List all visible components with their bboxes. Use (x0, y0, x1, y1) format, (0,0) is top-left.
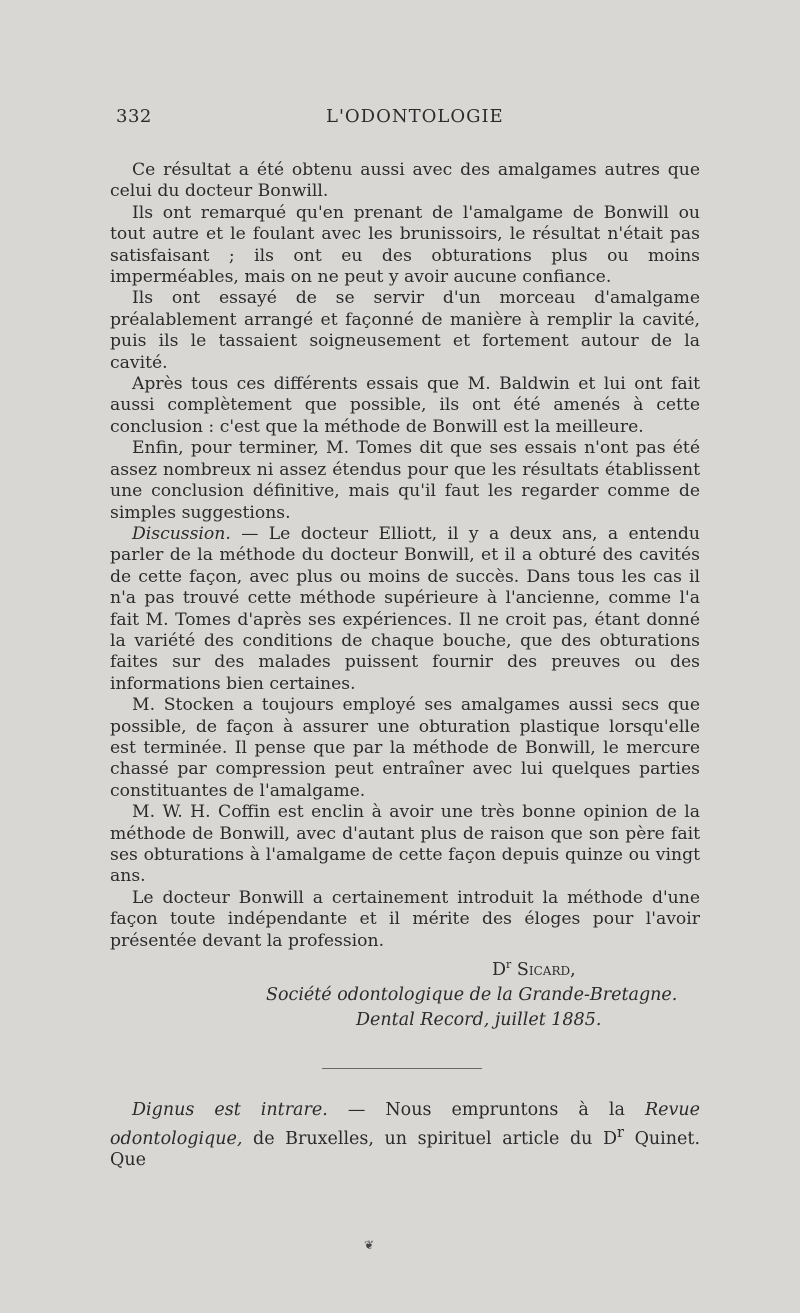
page-number: 332 (116, 106, 152, 127)
paragraph: Ce résultat a été obtenu aussi avec des amalgames autres que celui du docteur Bonwill. (110, 160, 700, 202)
discussion-label: Discussion. (132, 523, 231, 544)
final-label: Dignus est intrare. (132, 1100, 328, 1120)
journal-name: Revue odontologique, (110, 1100, 700, 1149)
signature-society: Société odontologique de la Grande-Bretagne. (266, 984, 678, 1005)
page-header (110, 106, 700, 130)
signature-name (110, 952, 700, 983)
paragraph: Ils ont essayé de se servir d'un morceau d'amalgame préalablement arrangé et façonné de manière à remplir la cavité, puis ils le tassaient soigneusement et fortement autour de la cavité. (110, 288, 700, 373)
final-title-sup: r (617, 1123, 624, 1141)
final-text-3: Quinet. Que (110, 1128, 701, 1170)
signature-title: D (492, 959, 507, 980)
final-paragraph-block (110, 1100, 700, 1171)
paragraph: Après tous ces différents essais que M. Baldwin et lui ont fait aussi complètement que possible, ils ont été amenés à cette conclusion : c'est que la méthode de Bonwill est la meilleure. (110, 374, 700, 437)
body-text (110, 160, 700, 952)
paragraph: Enfin, pour terminer, M. Tomes dit que ses essais n'ont pas été assez nombreux ni assez étendus pour que les résultats établissent une conclusion définitive, mais qu'il faut les regarder comme de simples suggestions. (110, 438, 700, 523)
running-title: L'ODONTOLOGIE (326, 106, 504, 127)
final-paragraph (110, 1100, 700, 1171)
section-divider (322, 1068, 482, 1069)
final-text-2: de Bruxelles, un spirituel article du D (242, 1128, 618, 1149)
discussion-text: — Le docteur Elliott, il y a deux ans, a entendu parler de la méthode du docteur Bonwill, et il a obturé des cavités de cette façon, avec plus ou moins de succès. Dans tous les cas il n'a pas trouvé cette méthode supérieure à l'ancienne, comme l'a fait M. Tomes d'après ses expériences. Il ne croit pas, étant donné la variété des conditions de chaque bouche, que des obturations faites sur des malades puissent fournir des preuves ou des informations bien certaines. (110, 523, 700, 694)
ornament-icon: ❦ (364, 1238, 375, 1252)
paragraph: M. W. H. Coffin est enclin à avoir une très bonne opinion de la méthode de Bonwill, avec d'autant plus de raison que son père fait ses obturations à l'amalgame de cette façon depuis quinze ou vingt ans. (110, 802, 700, 887)
discussion-paragraph (110, 524, 700, 695)
signature-surname: Sicard, (516, 959, 576, 980)
signature-title-sup: r (506, 958, 512, 971)
paragraph: Ils ont remarqué qu'en prenant de l'amalgame de Bonwill ou tout autre et le foulant avec les brunissoirs, le résultat n'était pas satisfaisant ; ils ont eu des obturations plus ou moins imperméables, mais on ne peut y avoir aucune confiance. (110, 202, 700, 288)
signature-block (110, 952, 700, 1033)
paragraph: Le docteur Bonwill a certainement introduit la méthode d'une façon toute indépendante et il mérite des éloges pour l'avoir présentée devant la profession. (110, 887, 700, 951)
signature-publication: Dental Record, juillet 1885. (356, 1009, 602, 1030)
paragraph: M. Stocken a toujours employé ses amalgames aussi secs que possible, de façon à assurer une obturation plastique lorsqu'elle est terminée. Il pense que par la méthode de Bonwill, le mercure chassé par compression peut entraîner avec lui quelques parties constituantes de l'amalgame. (110, 695, 700, 801)
final-text-1: — Nous empruntons à la (327, 1100, 645, 1120)
